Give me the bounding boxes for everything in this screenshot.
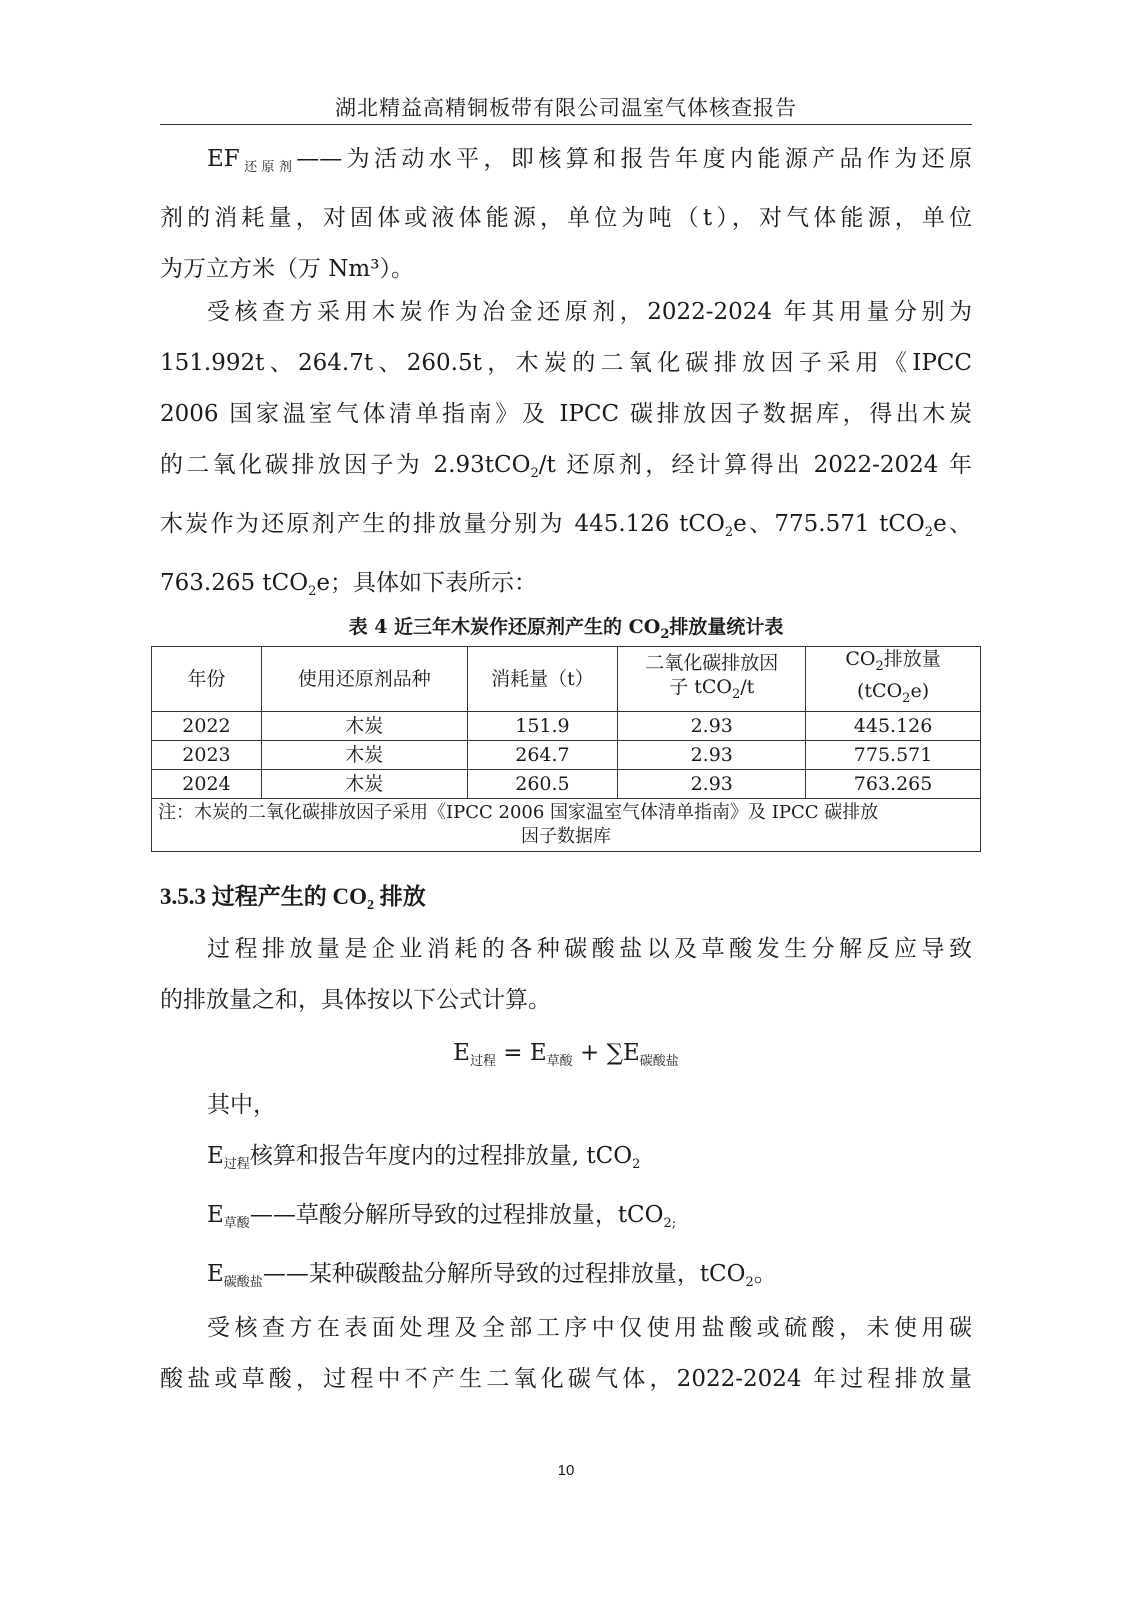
subscript: 过程 [223,1157,250,1172]
cell-emission: 445.126 [806,712,981,741]
text: 。 [753,1261,777,1287]
table-row [152,770,981,799]
cell-kind: 木炭 [261,741,467,770]
col-header-kind: 使用还原剂品种 [261,647,467,712]
text-line [160,134,972,193]
definition-line [160,1131,972,1190]
text: ——草酸分解所导致的过程排放量，tCO [249,1202,664,1228]
header-text: 排放量 [883,648,941,670]
text: 763.265 tCO [160,570,309,596]
text-line: 的排放量之和，具体按以下公式计算。 [160,987,551,1013]
table-note [152,799,981,852]
cell-consumption: 264.7 [467,741,618,770]
subscript: 2 [731,687,741,702]
table-note-row [152,799,981,852]
subscript: 2 [530,466,539,481]
definition-line [160,1249,972,1308]
charcoal-emission-table [151,646,981,852]
cell-year: 2022 [152,712,262,741]
text-line [160,440,972,499]
subscript: 2 [632,1157,641,1172]
subscript: 2 [924,525,934,540]
text-line: 受核查方在表面处理及全部工序中仅使用盐酸或硫酸，未使用碳 [207,1315,972,1341]
text-line [160,558,972,617]
subscript: 碳酸盐 [223,1275,263,1290]
subscript: 草酸 [546,1054,573,1069]
subscript: 2 [660,627,670,642]
col-header-year: 年份 [152,647,262,712]
text-line: 2006 国家温室气体清单指南》及 IPCC 碳排放因子数据库，得出木炭 [160,401,972,427]
symbol: E [207,1143,224,1169]
subscript: 碳酸盐 [639,1054,679,1069]
header-text: e) [910,680,930,702]
table-header-row [152,647,981,712]
text-line [160,499,972,558]
formula-text: = E [495,1040,547,1066]
subscript: 2 [724,525,734,540]
text: e、775.571 tCO [733,511,925,537]
header-text: /t [740,676,755,698]
caption-text: 表 4 近三年木炭作还原剂产生的 CO [348,616,661,638]
text-line: 其中， [207,1092,276,1118]
paragraph-ef-definition [160,134,972,295]
col-header-factor [618,647,806,712]
paragraph-charcoal [160,287,972,617]
subscript: 2 [902,691,911,706]
text: 核算和报告年度内的过程排放量, tCO [249,1143,633,1169]
text-line: 剂的消耗量，对固体或液体能源，单位为吨（t），对气体能源，单位 [160,205,972,231]
cell-consumption: 260.5 [467,770,618,799]
cell-consumption: 151.9 [467,712,618,741]
cell-emission: 775.571 [806,741,981,770]
header-text: (tCO [857,680,903,702]
subscript: 2 [875,659,884,674]
cell-emission: 763.265 [806,770,981,799]
col-header-emission [806,647,981,712]
process-emission-formula [160,1040,972,1069]
subscript: 2 [745,1275,754,1290]
text-line: 受核查方采用木炭作为冶金还原剂，2022-2024 年其用量分别为 [207,299,972,325]
cell-factor: 2.93 [618,770,806,799]
text-line: 为万立方米（万 Nm³）。 [160,256,414,282]
text: ——某种碳酸盐分解所导致的过程排放量，tCO [262,1261,746,1287]
text: 的二氧化碳排放因子为 2.93tCO [160,452,531,478]
definition-line [160,1190,972,1249]
symbol: E [207,1261,224,1287]
subscript: 2 [308,584,317,599]
cell-factor: 2.93 [618,741,806,770]
text: /t 还原剂，经计算得出 2022-2024 年 [538,452,973,478]
formula-text: + ∑E [572,1040,640,1066]
cell-year: 2024 [152,770,262,799]
heading-text: 排放 [374,884,426,909]
subscript: 2 [367,898,374,913]
text-line: 过程排放量是企业消耗的各种碳酸盐以及草酸发生分解反应导致 [207,936,972,962]
cell-year: 2023 [152,741,262,770]
col-header-consumption: 消耗量（t） [467,647,618,712]
section-heading [160,878,426,914]
text: 木炭作为还原剂产生的排放量分别为 445.126 tCO [160,511,725,537]
text-line: 151.992t、264.7t、260.5t，木炭的二氧化碳排放因子采用《IPCC [160,350,972,376]
symbol: E [207,1202,224,1228]
subscript: 草酸 [223,1216,250,1231]
cell-factor: 2.93 [618,712,806,741]
formula-text: E [453,1040,470,1066]
cell-kind: 木炭 [261,770,467,799]
subscript: 还原剂 [239,160,297,175]
cell-kind: 木炭 [261,712,467,741]
paragraph-process-emission [160,924,972,1026]
subscript: 过程 [469,1054,496,1069]
heading-text: 3.5.3 过程产生的 CO [160,884,367,909]
subscript: 2; [663,1216,677,1231]
formula-definitions [160,1080,972,1308]
header-rule [160,124,972,125]
note-text: 注：木炭的二氧化碳排放因子采用《IPCC 2006 国家温室气体清单指南》及 IPCC 碳排放 [158,802,879,823]
caption-text: 排放量统计表 [669,616,784,638]
header-text: 子 tCO [669,676,732,698]
paragraph-no-carbonate [160,1303,972,1405]
note-text: 因子数据库 [521,826,611,847]
text-line: 酸盐或草酸，过程中不产生二氧化碳气体，2022-2024 年过程排放量 [160,1366,972,1392]
header-text: CO [845,648,876,670]
symbol: EF [207,146,240,172]
table-caption [160,612,972,642]
text: e；具体如下表所示： [316,570,538,596]
text: ——为活动水平，即核算和报告年度内能源产品作为还原 [296,146,972,172]
header-text: 二氧化碳排放因 [645,652,779,674]
table-row [152,712,981,741]
table-row [152,741,981,770]
page-number: 10 [557,1462,575,1479]
page-header: 湖北精益高精铜板带有限公司温室气体核查报告 [335,96,797,120]
text: e、 [933,511,972,537]
